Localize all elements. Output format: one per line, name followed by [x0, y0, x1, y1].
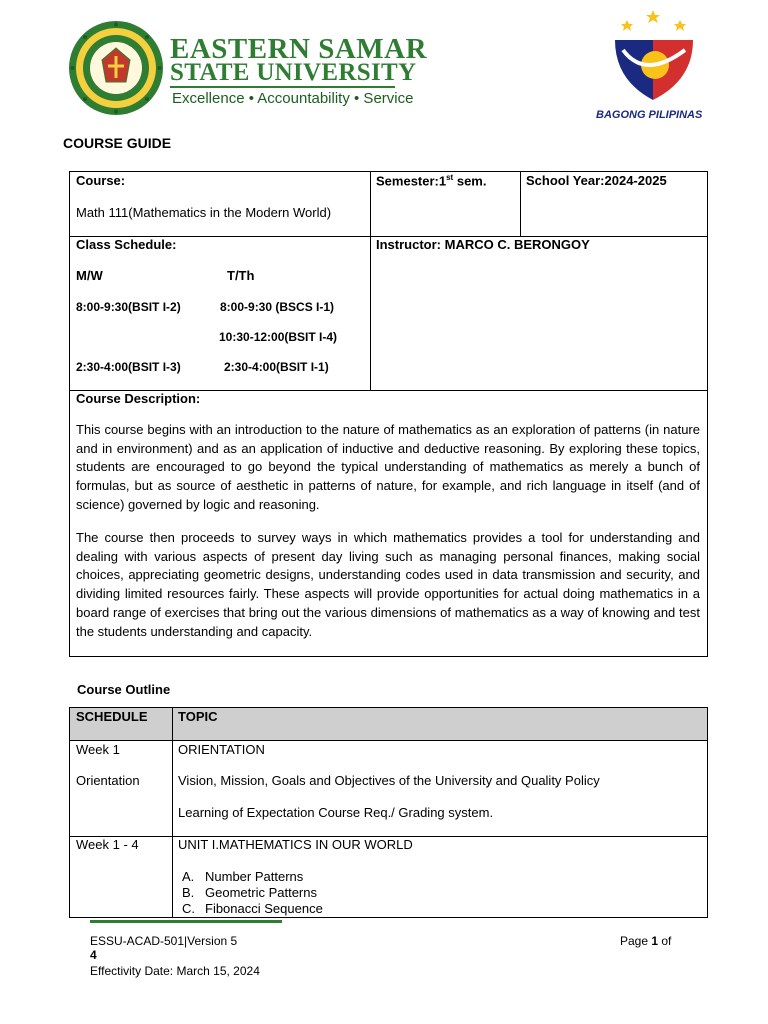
outline-topic-cell: Vision, Mission, Goals and Objectives of the University and Quality Policy — [178, 773, 600, 788]
effectivity-date: Effectivity Date: March 15, 2024 — [90, 964, 260, 978]
page-prefix: Page — [620, 934, 652, 948]
page-number — [620, 934, 671, 948]
table-divider — [520, 171, 521, 236]
semester-field — [376, 173, 486, 188]
course-value: Math 111(Mathematics in the Modern World) — [76, 205, 332, 220]
outline-topic-cell: UNIT I.MATHEMATICS IN OUR WORLD — [178, 837, 413, 852]
schedule-mw-slot: 8:00-9:30(BSIT I-2) — [76, 300, 181, 314]
list-item-marker: B. — [182, 885, 195, 900]
outline-schedule-cell: Week 1 — [76, 742, 120, 757]
page-current: 1 — [651, 934, 659, 948]
list-item: Number Patterns — [205, 869, 304, 884]
schedule-mw-heading: M/W — [76, 268, 103, 283]
outline-schedule-cell: Week 1 - 4 — [76, 837, 139, 852]
table-divider — [69, 740, 708, 741]
list-item-marker: A. — [182, 869, 195, 884]
instructor: Instructor: MARCO C. BERONGOY — [376, 237, 590, 252]
outline-col-topic: TOPIC — [178, 709, 218, 724]
semester-suffix: sem. — [453, 173, 487, 189]
semester-label: Semester:1 — [376, 173, 447, 189]
footer-rule — [90, 920, 282, 923]
table-divider — [370, 171, 371, 390]
schedule-mw-slot: 2:30-4:00(BSIT I-3) — [76, 360, 181, 374]
outline-topic-cell: Learning of Expectation Course Req./ Grading system. — [178, 805, 494, 820]
university-tagline: Excellence • Accountability • Service — [172, 90, 414, 107]
course-description-label: Course Description: — [76, 391, 201, 406]
list-item-marker: C. — [182, 901, 195, 916]
bagong-pilipinas-logo-icon — [605, 10, 705, 110]
university-name-line2: STATE UNIVERSITY — [170, 59, 417, 86]
bagong-pilipinas-text: BAGONG PILIPINAS — [596, 109, 703, 121]
outline-schedule-cell: Orientation — [76, 773, 140, 788]
document-code: ESSU-ACAD-501|Version 5 — [90, 934, 238, 948]
course-description-paragraph: This course begins with an introduction to the nature of mathematics as an exploration of patterns (in nature and in environment) and as an application of inductive and deductive reasoning. By exploring these topics, students are encouraged to go beyond the typical understanding of mathematics as merely a bunch of formulas, but as source of aesthetic in patterns of nature, for example, and rich language in itself (and of science) governed by logic and reasoning. — [76, 422, 700, 512]
class-schedule-label: Class Schedule: — [76, 237, 177, 252]
outline-header-row — [70, 708, 707, 740]
school-year: School Year:2024-2025 — [526, 173, 667, 188]
outline-topic-cell: ORIENTATION — [178, 742, 265, 757]
university-name-line1: EASTERN SAMAR — [170, 33, 428, 65]
schedule-tth-slot: 8:00-9:30 (BSCS I-1) — [220, 300, 335, 314]
list-item: Fibonacci Sequence — [205, 901, 323, 916]
schedule-tth-slot: 10:30-12:00(BSIT I-4) — [219, 330, 338, 344]
table-divider — [172, 707, 173, 918]
semester-ordinal: st — [446, 173, 454, 182]
page-of: of — [658, 934, 672, 948]
course-description-paragraph: The course then proceeds to survey ways in which mathematics provides a tool for understanding and dealing with various aspects of present day living such as managing personal finances, making social choices, appreciating geometric designs, understanding codes used in data transmission and security, and dividing limited resources fairly. These aspects will provide opportunities for actual doing mathematics in a board range of exercises that bring out the various dimensions of mathematics as a way of knowing and test the students understanding and capacity. — [76, 530, 700, 639]
page-title: COURSE GUIDE — [63, 135, 172, 151]
header-divider — [170, 86, 395, 88]
schedule-tth-slot: 2:30-4:00(BSIT I-1) — [224, 360, 329, 374]
course-outline-title: Course Outline — [77, 682, 171, 697]
list-item: Geometric Patterns — [205, 885, 317, 900]
outline-col-schedule: SCHEDULE — [76, 709, 148, 724]
page-total: 4 — [90, 948, 97, 962]
university-seal-icon — [68, 20, 164, 116]
course-label: Course: — [76, 173, 126, 188]
schedule-tth-heading: T/Th — [227, 268, 255, 283]
